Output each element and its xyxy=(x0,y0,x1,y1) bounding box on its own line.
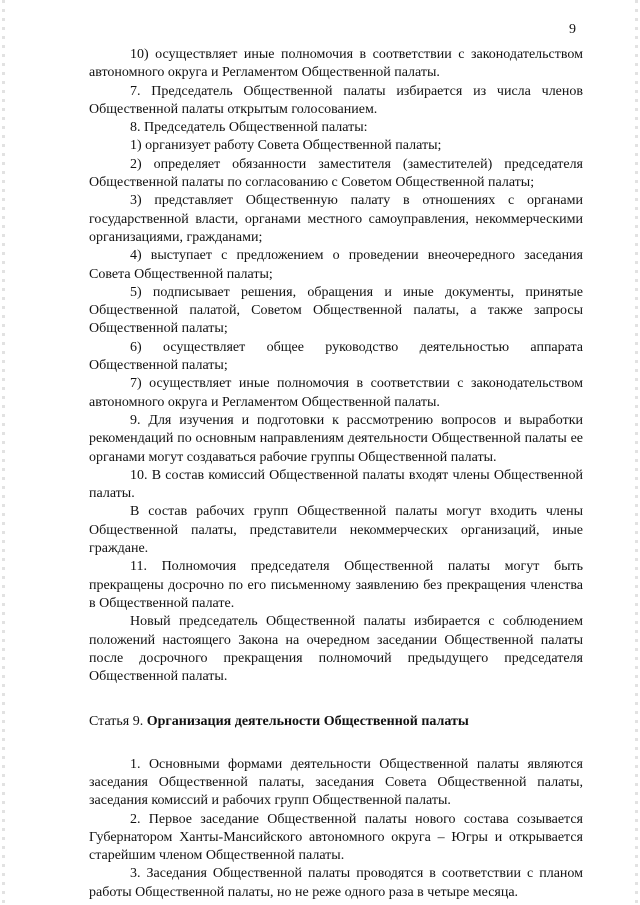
article-heading xyxy=(89,713,583,731)
list-item: 6) осуществляет общее руководство деятельностью аппарата Общественной палаты; xyxy=(89,339,583,374)
paragraph: 10) осуществляет иные полномочия в соответствии с законодательством автономного округа и Регламентом Общественной палаты. xyxy=(89,47,583,81)
article-number: Статья 9. xyxy=(89,714,144,730)
scan-edge-left xyxy=(2,0,5,905)
list-item: 1) организует работу Совета Общественной палаты; xyxy=(130,138,442,154)
paragraph: 7. Председатель Общественной палаты избирается из числа членов Общественной палаты открытым голосованием. xyxy=(89,83,583,117)
list-item: 4) выступает с предложением о проведении внеочередного заседания Совета Общественной палаты; xyxy=(89,248,583,282)
paragraph: В состав рабочих групп Общественной палаты могут входить члены Общественной палаты, представители некоммерческих организаций, иные граждане. xyxy=(89,504,583,557)
list-item: 7) осуществляет иные полномочия в соответствии с законодательством автономного округа и Регламентом Общественной палаты. xyxy=(89,376,583,410)
paragraph: 10. В состав комиссий Общественной палаты входят члены Общественной палаты. xyxy=(89,467,583,502)
paragraph: 1. Основными формами деятельности Общественной палаты являются заседания Общественной палаты, заседания Совета Общественной палаты, заседания комиссий и рабочих групп Общественной палаты. xyxy=(89,756,583,809)
paragraph: 11. Полномочия председателя Общественной палаты могут быть прекращены досрочно по его письменному заявлению без прекращения членства в Общественной палате. xyxy=(89,559,583,611)
scan-edge-right xyxy=(635,0,638,905)
paragraph: Новый председатель Общественной палаты избирается с соблюдением положений настоящего Закона на очередном заседании Общественной палаты после досрочного прекращения полномочий предыдущего председателя Общественной палаты. xyxy=(89,614,583,685)
document-body xyxy=(89,46,583,902)
list-item: 5) подписывает решения, обращения и иные документы, принятые Общественной палатой, Советом Общественной палаты, а также запросы Общественной палаты; xyxy=(89,284,583,337)
list-item: 2) определяет обязанности заместителя (заместителей) председателя Общественной палаты по согласованию с Советом Общественной палаты; xyxy=(89,156,583,191)
paragraph: 2. Первое заседание Общественной палаты нового состава созывается Губернатором Ханты-Мансийского автономного округа – Югры и открывается старейшим членом Общественной палаты. xyxy=(89,811,583,864)
paragraph: 3. Заседания Общественной палаты проводятся в соответствии с планом работы Общественной палаты, но не реже одного раза в четыре месяца. xyxy=(89,866,583,900)
page-number: 9 xyxy=(569,22,576,37)
list-item: 3) представляет Общественную палату в отношениях с органами государственной власти, органами местного самоуправления, некоммерческими организациями, гражданами; xyxy=(89,193,583,245)
paragraph: 9. Для изучения и подготовки к рассмотрению вопросов и выработки рекомендаций по основным направлениям деятельности Общественной палаты ее органами могут создаваться рабочие группы Общественной палаты. xyxy=(89,412,583,465)
paragraph: 8. Председатель Общественной палаты: xyxy=(130,120,368,136)
article-title: Организация деятельности Общественной палаты xyxy=(146,714,469,730)
